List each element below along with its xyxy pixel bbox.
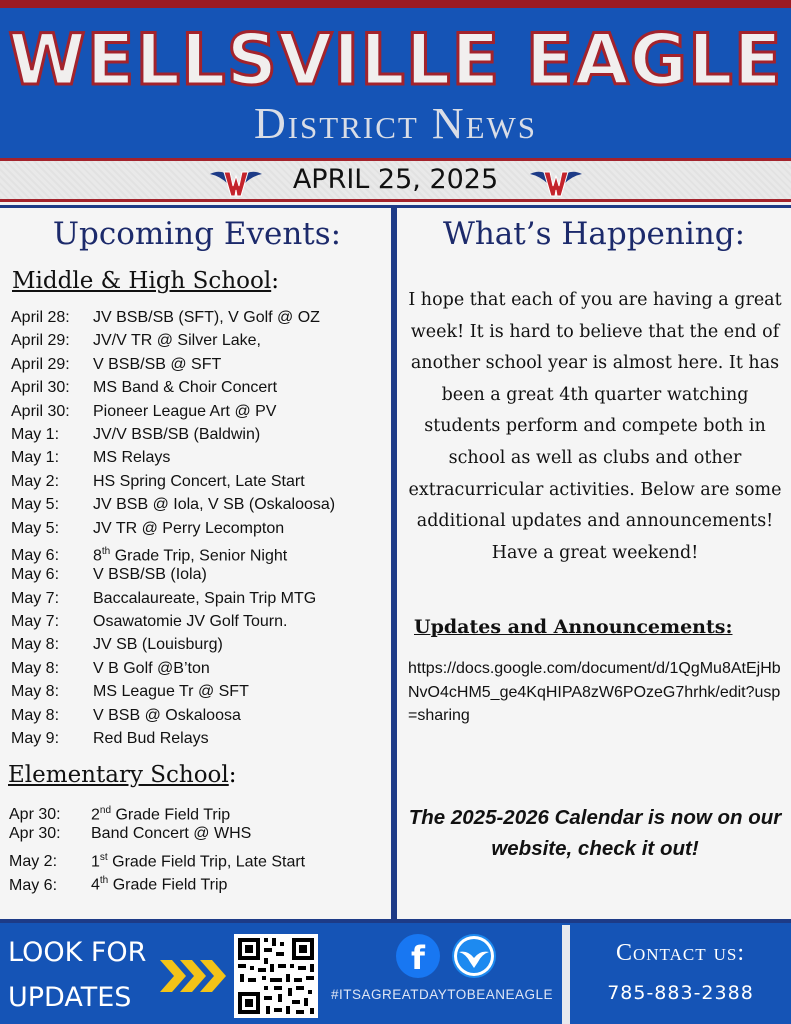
event-description: Osawatomie JV Golf Tourn. — [93, 613, 288, 631]
event-description: JV/V BSB/SB (Baldwin) — [93, 425, 261, 443]
event-date: May 8: — [11, 659, 60, 677]
event-description: JV/V TR @ Silver Lake, — [93, 332, 261, 350]
event-row — [9, 822, 389, 845]
event-date: May 1: — [11, 425, 60, 443]
event-date: April 30: — [11, 379, 70, 397]
event-row — [11, 470, 391, 493]
event-description: 2nd Grade Field Trip — [91, 805, 231, 824]
event-row — [11, 680, 391, 703]
event-description: JV BSB/SB (SFT), V Golf @ OZ — [93, 309, 320, 326]
ms-hs-event-list — [11, 306, 391, 750]
qr-code-icon[interactable] — [234, 934, 318, 1018]
event-description: V B Golf @B’ton — [93, 659, 210, 677]
issue-date: APRIL 25, 2025 — [292, 164, 499, 195]
event-date: May 8: — [11, 636, 60, 654]
intro-paragraph: I hope that each of you are having a great week! It is hard to believe that the end of another school year is almost here. It has been a great 4th quarter watching students perform and compete both in school as well as clubs and other extracurricular activities. Below are some additional updates and announcements! Have a great weekend! — [408, 290, 782, 563]
event-date: May 8: — [11, 683, 60, 701]
event-description: 1st Grade Field Trip, Late Start — [91, 851, 306, 871]
event-description: JV SB (Louisburg) — [93, 636, 223, 654]
footer-divider — [562, 925, 570, 1024]
event-description: JV BSB @ Iola, V SB (Oskaloosa) — [93, 496, 336, 514]
event-date: April 30: — [11, 402, 70, 420]
event-row — [11, 517, 391, 540]
event-date: May 8: — [11, 706, 60, 724]
event-row — [9, 799, 389, 822]
event-row — [11, 563, 391, 586]
event-description: V BSB/SB (Iola) — [93, 566, 207, 584]
event-date: May 7: — [11, 589, 60, 607]
facebook-icon[interactable]: f — [396, 934, 440, 978]
event-description: MS Band & Choir Concert — [93, 379, 278, 397]
event-row — [11, 657, 391, 680]
elementary-event-list — [9, 799, 389, 893]
column-divider — [394, 205, 397, 919]
event-description: Red Bud Relays — [93, 730, 209, 748]
event-description: V BSB/SB @ SFT — [93, 355, 222, 373]
whats-happening-heading: What’s Happening: — [442, 216, 746, 252]
event-date: May 2: — [11, 472, 60, 490]
newsletter-subtitle: District News — [253, 99, 538, 148]
look-for-label: LOOK FOR — [8, 937, 147, 968]
event-description: MS Relays — [93, 449, 171, 467]
eagle-bird-icon[interactable] — [452, 934, 496, 978]
event-date: May 7: — [11, 613, 60, 631]
header-top-stripe — [0, 0, 791, 8]
hashtag-text: #ITSAGREATDAYTOBEANEAGLE — [330, 987, 554, 1002]
event-date: April 28: — [11, 309, 70, 326]
event-row — [11, 376, 391, 399]
ms-hs-title-text: Middle & High School — [12, 268, 272, 294]
event-row — [11, 540, 391, 563]
calendar-note: The 2025-2026 Calendar is now on our website, check it out! — [408, 806, 782, 860]
contact-label: Contact us: — [616, 940, 745, 966]
contact-phone[interactable]: 785-883-2388 — [607, 982, 754, 1004]
event-row — [11, 423, 391, 446]
event-description: V BSB @ Oskaloosa — [93, 706, 241, 724]
updates-link[interactable]: https://docs.google.com/document/d/1QgMu8AtEjHbNvO4cHM5_ge4KqHIPA8zW6POzeG7hrhk/edit?usp=sharing — [408, 660, 781, 724]
event-date: May 6: — [11, 566, 60, 584]
event-row — [11, 587, 391, 610]
event-row — [11, 353, 391, 376]
event-date: April 29: — [11, 355, 70, 373]
event-description: Baccalaureate, Spain Trip MTG — [93, 589, 317, 607]
updates-heading: Updates and Announcements: — [414, 616, 733, 638]
event-description: JV TR @ Perry Lecompton — [93, 519, 285, 537]
event-row — [11, 400, 391, 423]
event-row — [11, 610, 391, 633]
event-date: May 2: — [9, 853, 58, 871]
look-for-updates-text — [8, 930, 168, 1020]
event-date: May 6: — [9, 876, 58, 894]
event-row — [11, 329, 391, 352]
event-row — [11, 493, 391, 516]
event-row — [11, 633, 391, 656]
event-description: Band Concert @ WHS — [91, 825, 252, 843]
ms-hs-section-title: Middle & High School: — [12, 268, 279, 294]
event-row — [9, 846, 389, 869]
event-description: 8th Grade Trip, Senior Night — [93, 545, 288, 565]
event-row — [9, 869, 389, 892]
event-date: Apr 30: — [9, 806, 61, 824]
newsletter-title: WELLSVILLE EAGLE — [8, 19, 783, 101]
event-row — [11, 704, 391, 727]
event-description: HS Spring Concert, Late Start — [93, 472, 305, 490]
updates-label: UPDATES — [8, 982, 132, 1013]
event-description: 4th Grade Field Trip — [91, 875, 228, 894]
chevron-arrows-icon — [158, 956, 228, 996]
event-row — [11, 446, 391, 469]
event-date: Apr 30: — [9, 825, 61, 843]
event-description: Pioneer League Art @ PV — [93, 402, 277, 420]
elementary-section-title: Elementary School: — [8, 762, 237, 788]
event-date: May 5: — [11, 519, 60, 537]
eagle-logo-left-icon — [208, 164, 264, 198]
event-date: May 5: — [11, 496, 60, 514]
event-description: MS League Tr @ SFT — [93, 683, 249, 701]
event-date: May 1: — [11, 449, 60, 467]
event-date: May 9: — [11, 730, 60, 748]
event-date: April 29: — [11, 332, 70, 350]
event-row — [11, 727, 391, 750]
eagle-logo-right-icon — [528, 164, 584, 198]
elementary-title-text: Elementary School — [8, 762, 229, 788]
upcoming-events-heading: Upcoming Events: — [52, 216, 342, 252]
event-date: May 6: — [11, 547, 60, 565]
event-row — [11, 306, 391, 329]
